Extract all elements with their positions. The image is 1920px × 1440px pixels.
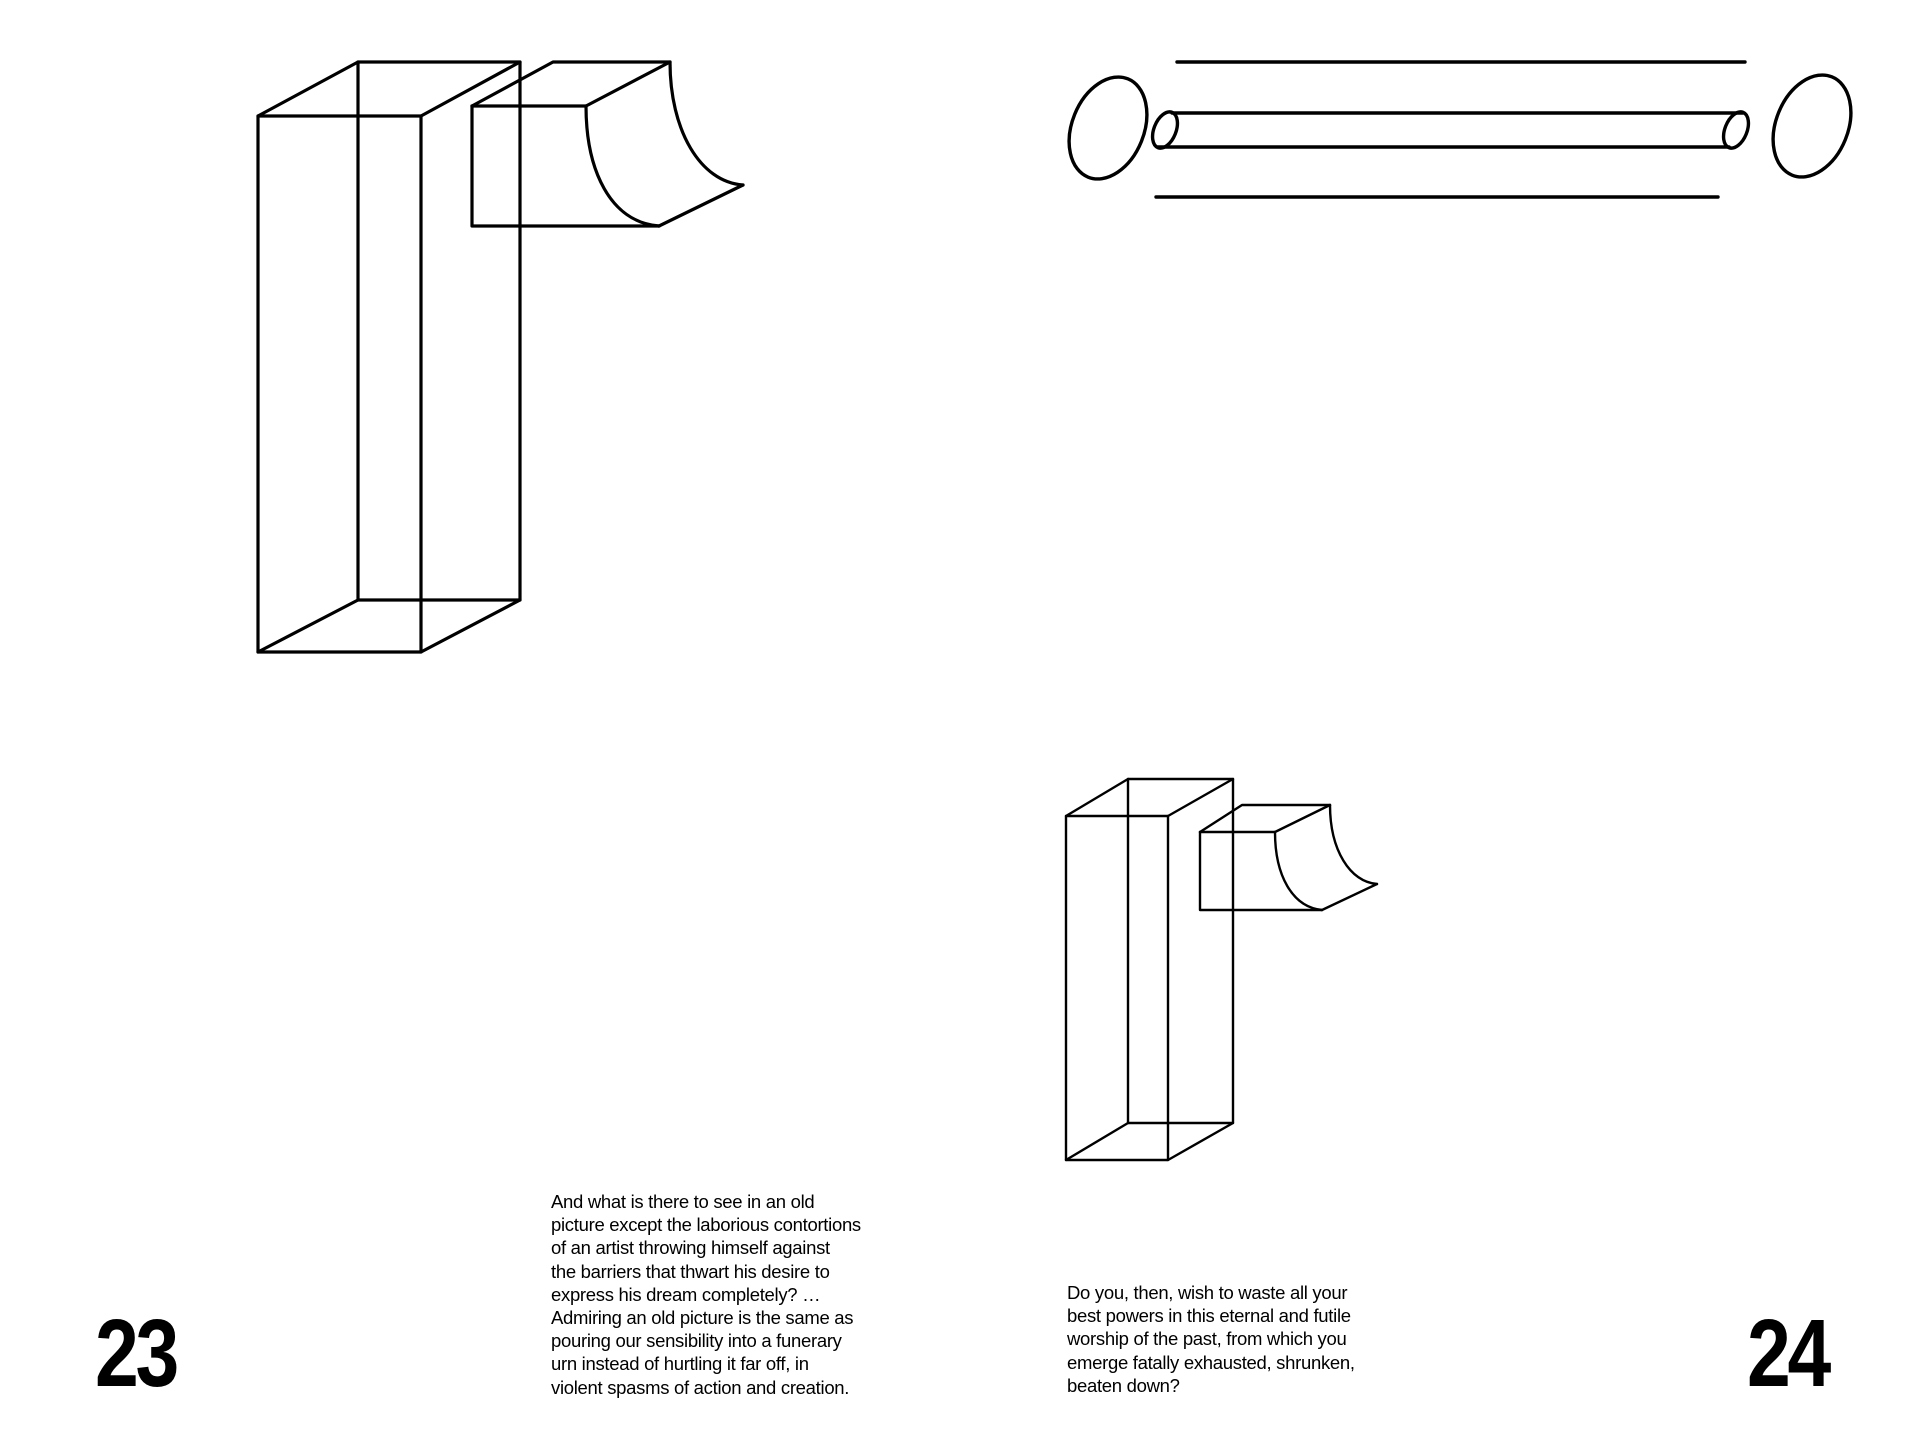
page-number-left: 23 xyxy=(95,1300,177,1407)
tall-box-with-curved-spout-icon xyxy=(0,0,960,700)
right-quote-text: Do you, then, wish to waste all your best powers in this eternal and futile worship of the past, from which you emerge fatally exhausted, shrunken, beaten down? xyxy=(1067,1282,1355,1396)
small-box-with-curved-spout-icon xyxy=(960,0,1920,1200)
page-number-right: 24 xyxy=(1747,1300,1829,1407)
right-page xyxy=(960,0,1920,1440)
left-quote-text: And what is there to see in an old picture except the laborious contortions of an artist throwing himself against the barriers that thwart his desire to express his dream completely? … Admiring an old picture is the same as pouring our sensibility into a funerary urn instead of hurtling it far off, in violent spasms of action and creation. xyxy=(551,1191,861,1398)
